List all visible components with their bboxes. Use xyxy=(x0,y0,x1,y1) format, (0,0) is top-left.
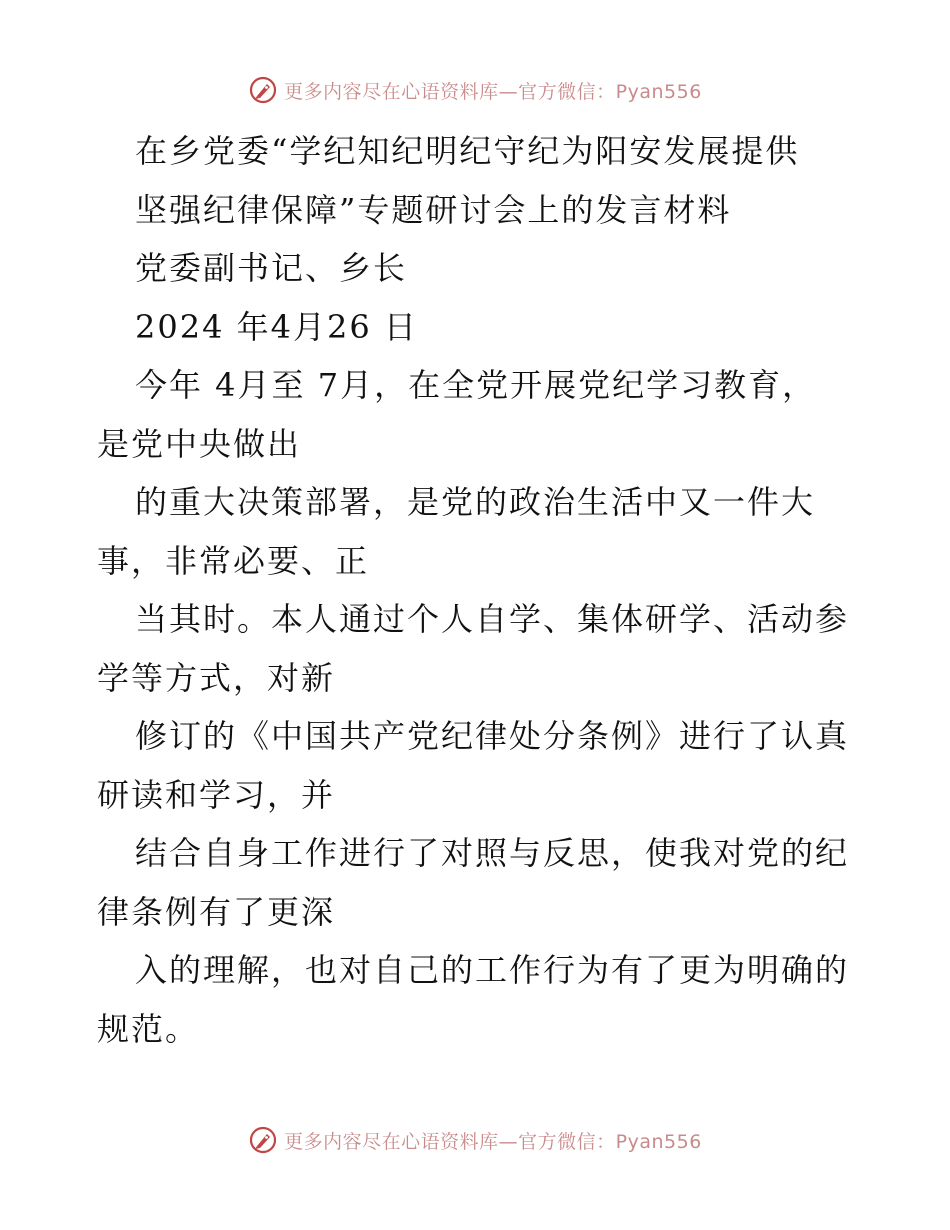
document-line: 研读和学习，并 xyxy=(97,775,336,814)
header-watermark xyxy=(0,70,950,110)
document-line: 结合自身工作进行了对照与反思，使我对党的纪 xyxy=(135,834,850,872)
document-line: 的重大决策部署，是党的政治生活中又一件大 xyxy=(135,483,816,521)
watermark-text: 更多内容尽在心语资料库—官方微信：Pyan556 xyxy=(284,80,702,103)
document-body xyxy=(97,122,857,1058)
pen-nib-logo-icon xyxy=(248,75,278,105)
document-line: 党委副书记、乡长 xyxy=(135,249,408,287)
document-line: 今年 4月至 7月，在全党开展党纪学习教育， xyxy=(135,366,817,404)
document-line: 是党中央做出 xyxy=(97,424,302,463)
pen-nib-logo-icon xyxy=(248,1125,278,1155)
document-line: 2024 年4月26 日 xyxy=(135,307,418,346)
document-line: 规范。 xyxy=(97,1009,200,1048)
document-line: 学等方式，对新 xyxy=(97,658,336,697)
watermark-text: 更多内容尽在心语资料库—官方微信：Pyan556 xyxy=(284,1130,702,1153)
document-line: 当其时。本人通过个人自学、集体研学、活动参 xyxy=(135,600,850,638)
document-line: 坚强纪律保障”专题研讨会上的发言材料 xyxy=(135,190,732,229)
document-line: 在乡党委“学纪知纪明纪守纪为阳安发展提供 xyxy=(135,132,800,170)
document-line: 修订的《中国共产党纪律处分条例》进行了认真 xyxy=(135,717,850,755)
document-line: 律条例有了更深 xyxy=(97,892,336,931)
document-line: 事，非常必要、正 xyxy=(97,541,370,580)
footer-watermark xyxy=(0,1120,950,1160)
document-line: 入的理解，也对自己的工作行为有了更为明确的 xyxy=(135,951,850,989)
